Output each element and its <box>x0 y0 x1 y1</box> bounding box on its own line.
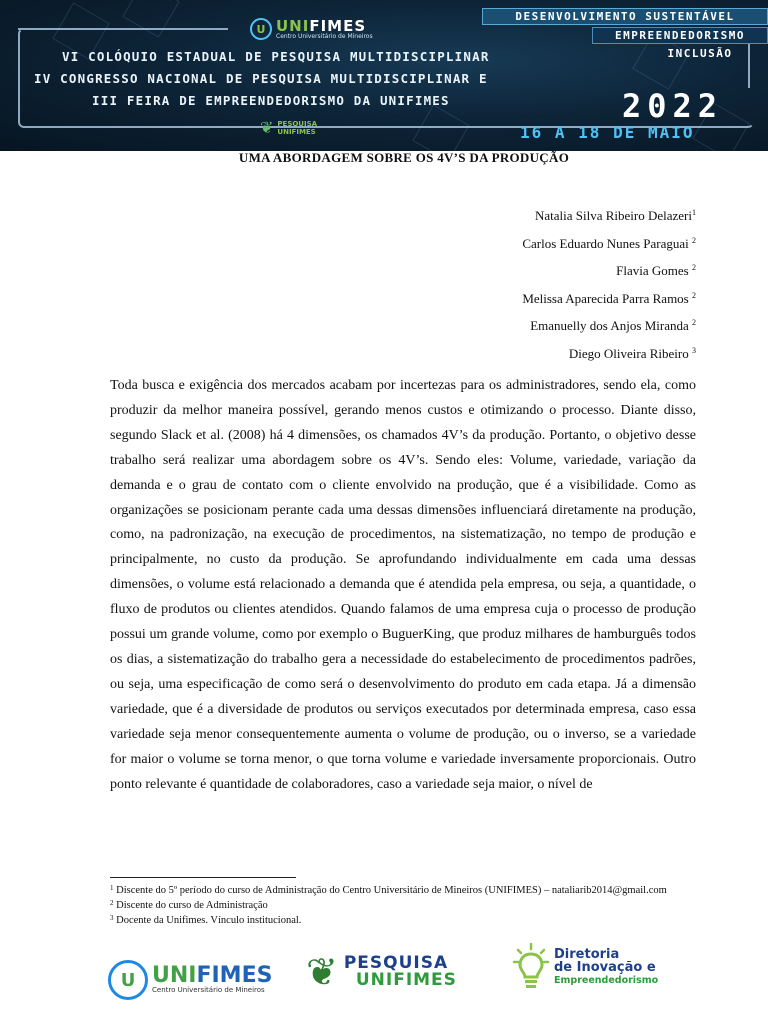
author-4: Melissa Aparecida Parra Ramos $^2$ <box>522 290 696 306</box>
header-banner <box>0 0 768 151</box>
unifimes-emblem-icon: U <box>108 960 148 1000</box>
event-titles <box>28 46 588 112</box>
author-1: Natalia Silva Ribeiro Delazeri$^1$ <box>534 208 696 223</box>
event-title-1: VI COLÓQUIO ESTADUAL DE PESQUISA MULTIDISCIPLINAR <box>62 49 490 64</box>
footnote-1: $^1$ Discente do 5º período do curso de Administração do Centro Universitário de Mineiros (UNIFIMES) – nataliarib2014@gmail.com <box>110 884 667 896</box>
author-5: Emanuelly dos Anjos Miranda $^2$ <box>530 318 696 334</box>
footnotes <box>110 882 696 927</box>
footnote-3: $^3$ Docente da Unifimes. Vínculo institucional. <box>110 914 302 926</box>
event-dates: 16 A 18 DE MAIO <box>520 123 695 142</box>
unifimes-logo-top <box>250 18 373 40</box>
tag-inclusion: INCLUSÃO <box>667 47 733 60</box>
diretoria-logo-footer: Diretoria de Inovação e Empreendedorismo <box>512 942 658 992</box>
abstract-body: Toda busca e exigência dos mercados acabam por incertezas para os administradores, sendo ela, como produzir da melhor maneira possível, gerando menos custos e otimizando o processo. Diante disso, segundo Slack et al. (2008) há 4 dimensões, os chamados 4V’s da produção. Portanto, o objetivo desse trabalho será realizar uma abordagem sobre os 4V’s. Sendo eles: Volume, variedade, variação da demanda e o grau de contato com o cliente envolvido na produção, que é a visibilidade. Como as organizações se posicionam perante cada uma dessas dimensões influenciará diretamente na produção, como, na padronização, na execução de procedimentos, na sistematização, no tempo de produção e principalmente, no custo da produção. Se aprofundando individualmente em cada uma dessas dimensões, o volume está relacionado a demanda que é atendida pela empresa, ou seja, a quantidade, o fluxo de produtos ou clientes atendidos. Quando falamos de uma empresa cuja o processo de produção possui um grande volume, como por exemplo o BuguerKing, que produz milhares de hamburguês todos os dias, a sistematização do trabalho gera a necessidade do estabelecimento de procedimentos padrões, ou seja, uma especificação de como será o desenvolvimento do produto em cada etapa. Já a dimensão variedade, que é a diversidade de produtos ou serviços executados por determinada empresa, caso essa variedade seja menor consequentemente aumenta o volume de produção, ou o inverso, se a variedade for maior o volume se torna menor, o que torna volume e variedade inversamente proporcionais. Outro ponto relevante é quantidade de colaboradores, caso a variedade seja maior, o nível de <box>110 378 696 792</box>
event-title-2: IV CONGRESSO NACIONAL DE PESQUISA MULTIDISCIPLINAR E <box>34 71 488 86</box>
tag-sustainability: DESENVOLVIMENTO SUSTENTÁVEL <box>482 8 768 25</box>
unifimes-logo-text: UNIFIMES Centro Universitário de Mineiros <box>276 16 373 40</box>
event-year: 2022 <box>622 87 724 125</box>
author-2: Carlos Eduardo Nunes Paraguai $^2$ <box>522 235 696 251</box>
author-list <box>522 201 696 367</box>
pesquisa-logo-footer: ❦ PESQUISA UNIFIMES <box>306 950 457 994</box>
footnote-2: $^2$ Discente do curso de Administração <box>110 899 268 911</box>
paper-title: UMA ABORDAGEM SOBRE OS 4V’S DA PRODUÇÃO <box>238 150 570 165</box>
tree-icon: ❦ <box>306 950 338 994</box>
unifimes-emblem-icon: U <box>250 18 272 40</box>
unifimes-logo-footer: U UNIFIMES Centro Universitário de Mineiros <box>108 960 272 1000</box>
author-6: Diego Oliveira Ribeiro $^3$ <box>568 345 696 361</box>
pesquisa-logo-banner: ❦ PESQUISA UNIFIMES <box>260 118 318 137</box>
footnote-divider <box>110 877 296 878</box>
tag-entrepreneurship: EMPREENDEDORISMO <box>592 27 768 44</box>
event-title-3: III FEIRA DE EMPREENDEDORISMO DA UNIFIMES <box>92 93 450 108</box>
author-3: Flavia Gomes $^2$ <box>616 263 696 279</box>
lightbulb-icon <box>512 942 550 992</box>
tree-icon: ❦ <box>260 118 274 137</box>
